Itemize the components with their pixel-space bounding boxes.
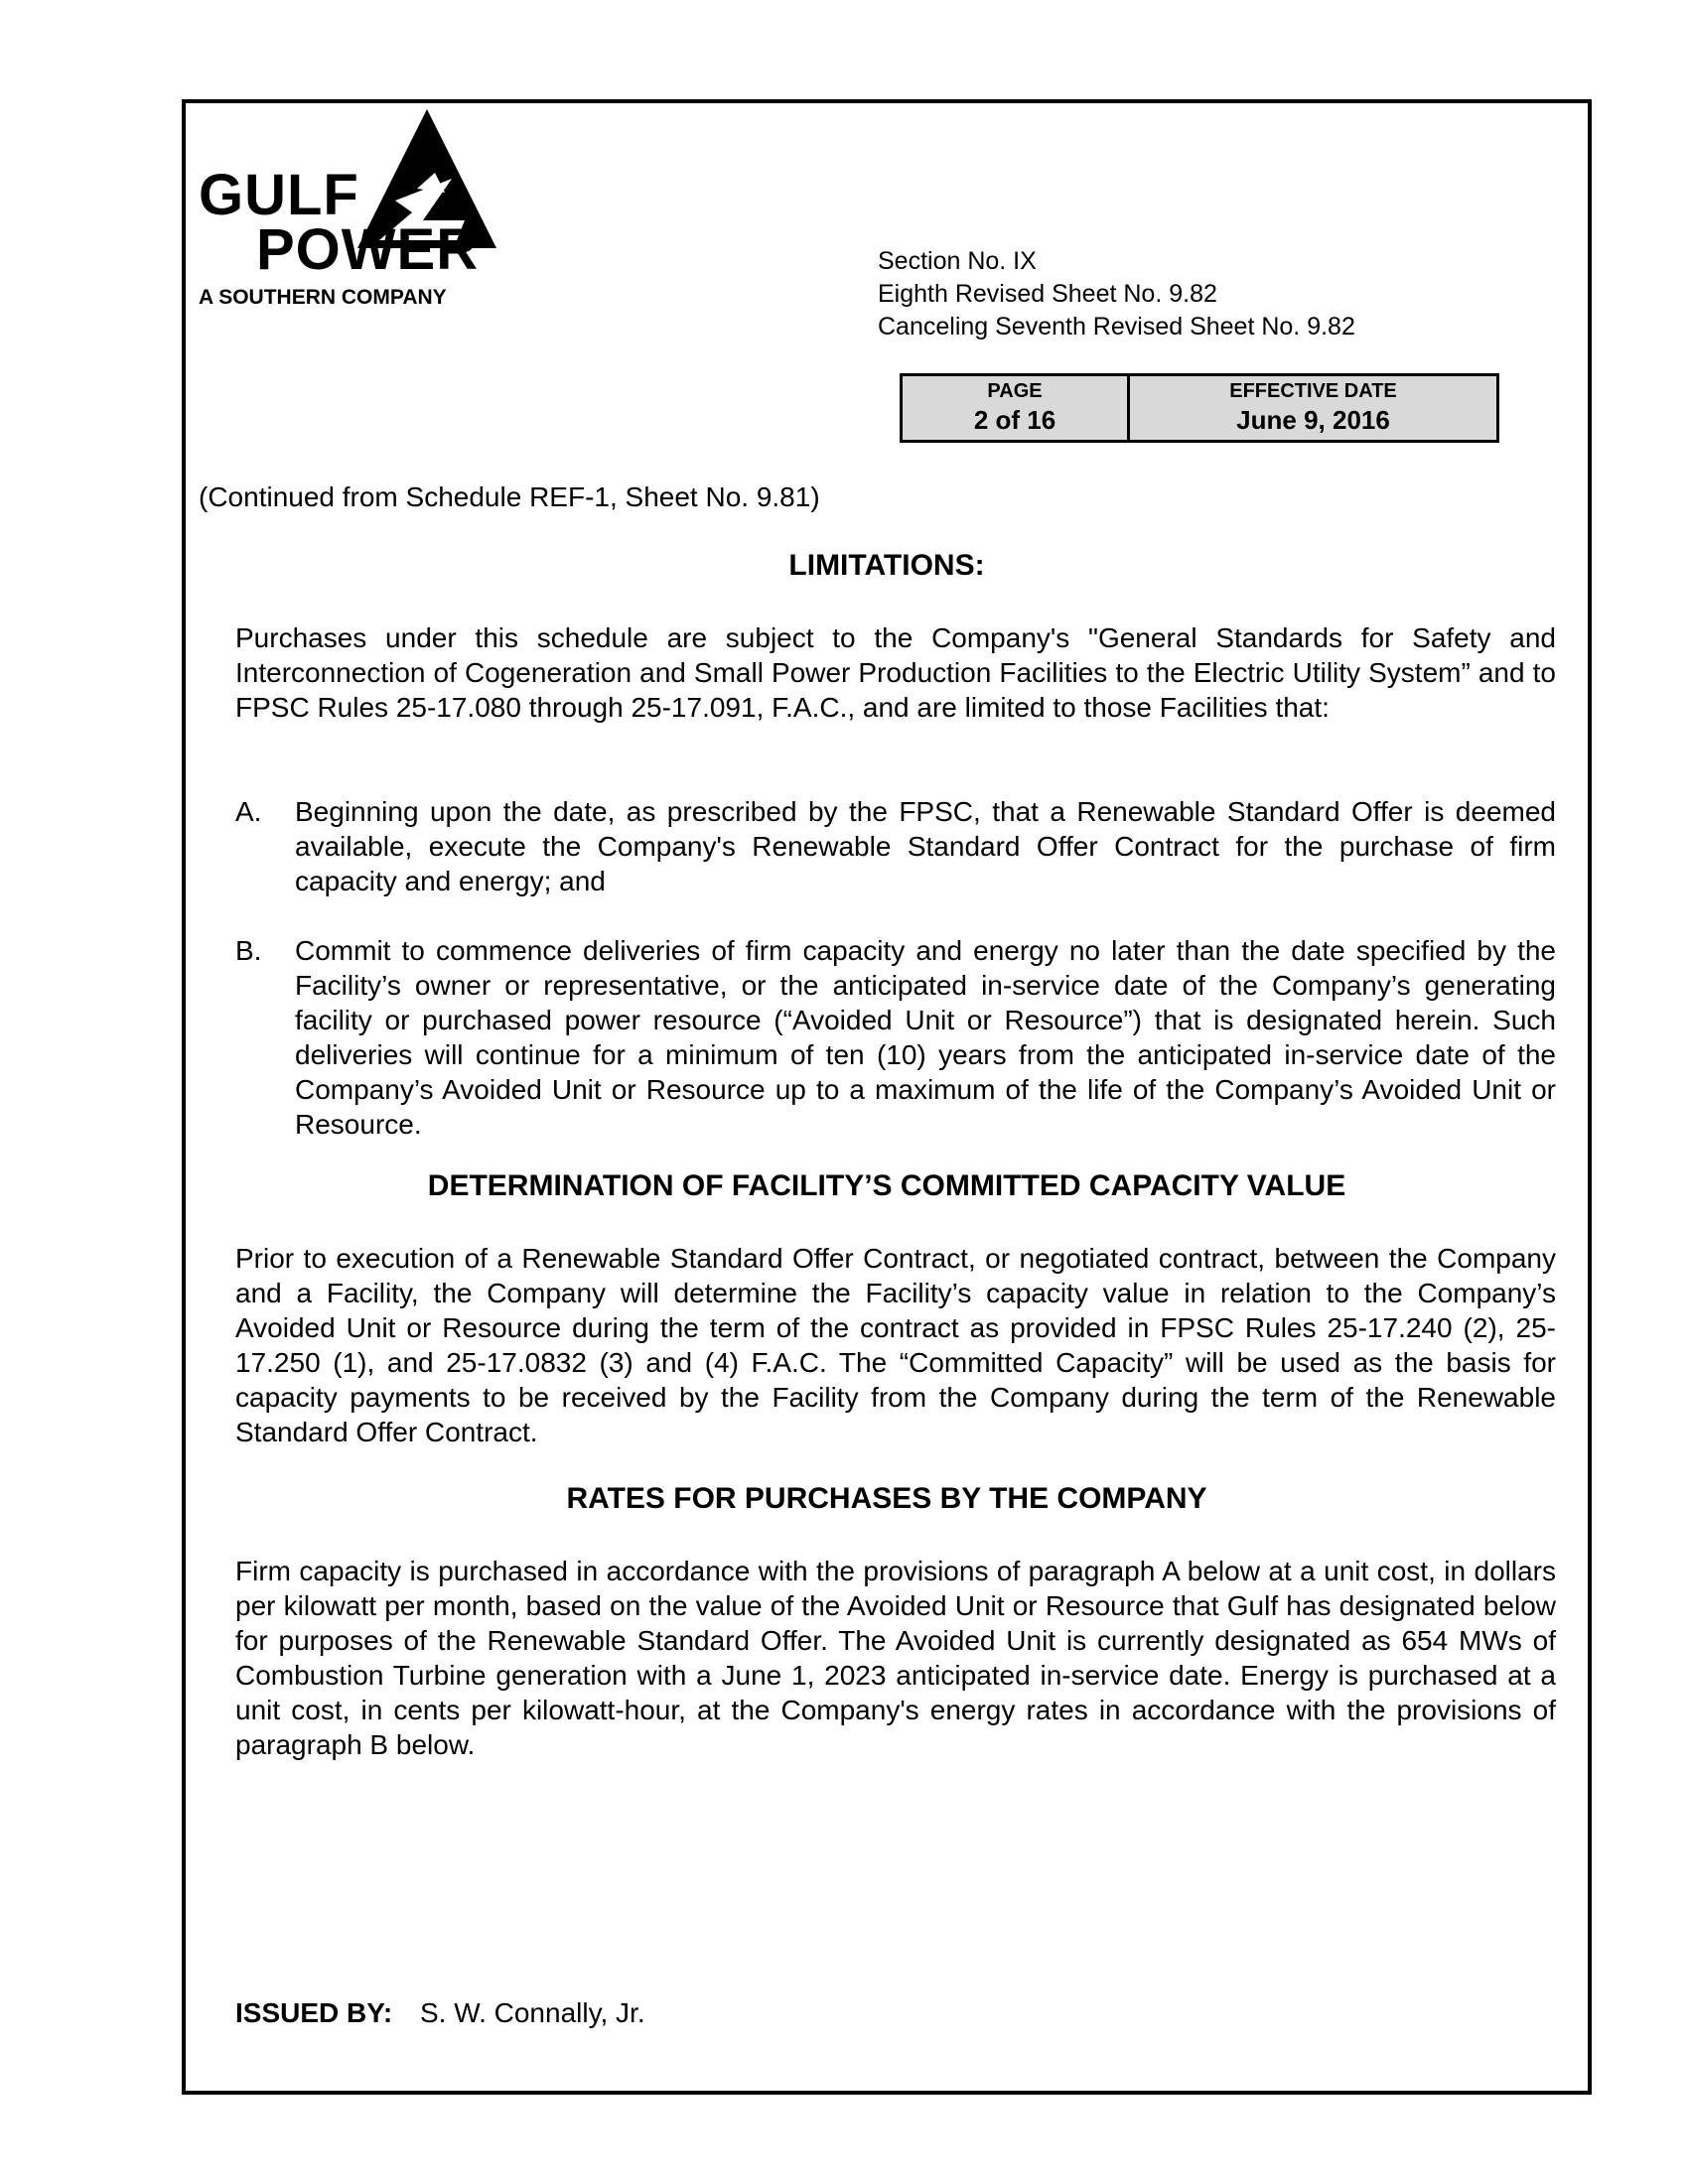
effective-date-cell [1130,376,1496,440]
issued-by-label: ISSUED BY: [235,1997,393,2028]
rates-text: Firm capacity is purchased in accordance with the provisions of paragraph A below at a unit cost, in dollars per kilowatt per month, based on the value of the Avoided Unit or Resource that Gulf has designated below for purposes of the Renewable Standard Offer. The Avoided Unit is currently designated as 654 MWs of Combustion Turbine generation with a June 1, 2023 anticipated in-service date. Energy is purchased at a unit cost, in cents per kilowatt-hour, at the Company's energy rates in accordance with the provisions of paragraph B below. [235,1556,1556,1760]
logo-gulf-text: GULF [199,163,359,227]
item-text: Commit to commence deliveries of firm capacity and energy no later than the date specified by the Facility’s owner or representative, or the anticipated in-service date of the Company’s generating facility or purchased power resource (“Avoided Unit or Resource”) that is designated herein. Such deliveries will continue for a minimum of ten (10) years from the anticipated in-service date of the Company’s Avoided Unit or Resource up to a maximum of the life of the Company’s Avoided Unit or Resource. [295,935,1556,1140]
sheet-info [878,245,1355,343]
revised-sheet: Eighth Revised Sheet No. 9.82 [878,280,1217,308]
item-text: Beginning upon the date, as prescribed by the FPSC, that a Renewable Standard Offer is deemed available, execute the Company's Renewable Standard Offer Contract for the purchase of firm capacity and energy; and [295,796,1556,896]
logo-power-text: POWER [256,217,480,282]
section-number: Section No. IX [878,247,1037,275]
gulf-power-logo [199,109,516,313]
canceling-sheet: Canceling Seventh Revised Sheet No. 9.82 [878,313,1355,341]
page-cell [903,376,1130,440]
page-label: PAGE [987,380,1043,402]
item-letter: B. [235,935,262,966]
logo-tagline: A SOUTHERN COMPANY [199,286,447,309]
determination-text: Prior to execution of a Renewable Standard Offer Contract, or negotiated contract, between the Company and a Facility, the Company will determine the Facility’s capacity value in relation to the Company’s Avoided Unit or Resource during the term of the contract as provided in FPSC Rules 25-17.240 (2), 25-17.250 (1), and 25-17.0832 (3) and (4) F.A.C. The “Committed Capacity” will be used as the basis for capacity payments to be received by the Facility from the Company during the term of the Renewable Standard Offer Contract. [235,1243,1556,1447]
rates-heading: RATES FOR PURCHASES BY THE COMPANY [566,1482,1207,1515]
issued-by-name: S. W. Connally, Jr. [419,1997,645,2028]
issued-by [235,1997,645,2029]
continued-note: (Continued from Schedule REF-1, Sheet No. 9.81) [199,481,820,512]
effective-date-label: EFFECTIVE DATE [1229,380,1397,402]
limitations-intro: Purchases under this schedule are subject to the Company's "General Standards for Safety and Interconnection of Cogeneration and Small Power Production Facilities to the Electric Utility System” and to FPSC Rules 25-17.080 through 25-17.091, F.A.C., and are limited to those Facilities that: [235,622,1556,723]
page-date-box [900,373,1499,443]
effective-date-value: June 9, 2016 [1236,405,1390,435]
item-letter: A. [235,796,262,827]
determination-heading: DETERMINATION OF FACILITY’S COMMITTED CAPACITY VALUE [427,1169,1346,1202]
limitations-heading: LIMITATIONS: [788,549,985,582]
page-value: 2 of 16 [973,405,1056,435]
